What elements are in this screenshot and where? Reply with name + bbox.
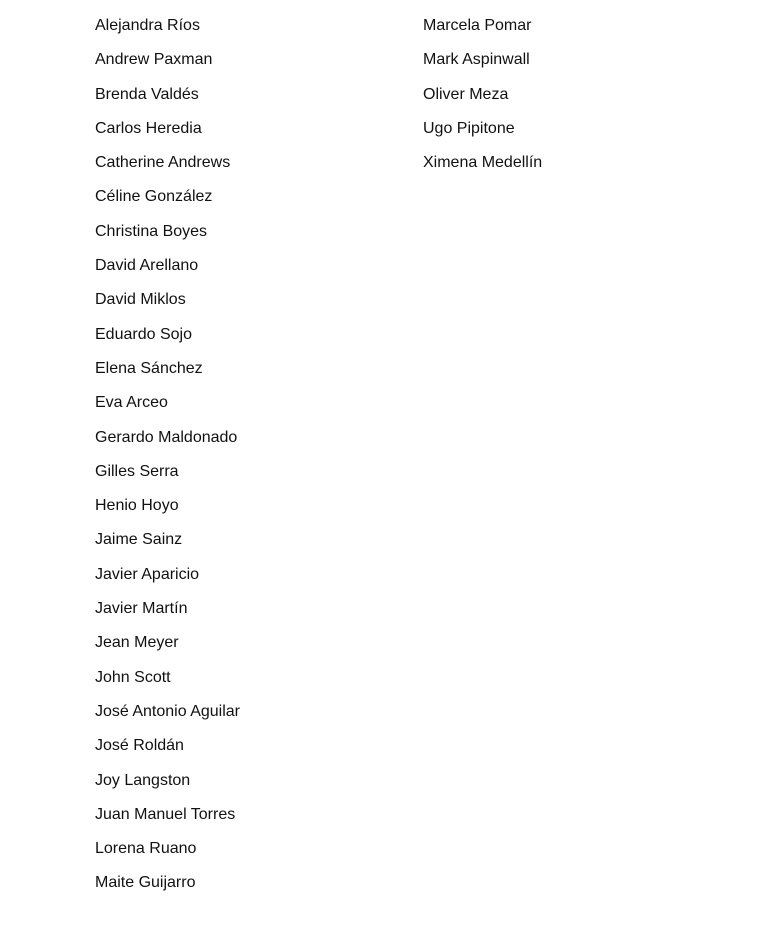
name-item: Jean Meyer [95, 634, 179, 652]
name-item: David Miklos [95, 291, 186, 309]
name-item: Carlos Heredia [95, 119, 202, 137]
name-item: Christina Boyes [95, 222, 208, 240]
name-item: Alejandra Ríos [95, 17, 200, 34]
name-list-left-column [95, 9, 240, 901]
name-item: Eva Arceo [95, 394, 168, 412]
name-item: José Roldán [95, 737, 184, 755]
name-item: Eduardo Sojo [95, 325, 192, 343]
name-item: John Scott [95, 668, 171, 686]
name-item: José Antonio Aguilar [95, 702, 240, 720]
name-item: Maite Guijarro [95, 874, 196, 892]
name-item: Juan Manuel Torres [95, 805, 236, 823]
name-item: Andrew Paxman [95, 51, 213, 69]
name-item: Catherine Andrews [95, 154, 231, 172]
name-item: Céline González [95, 188, 213, 206]
name-item: Jaime Sainz [95, 531, 183, 549]
name-item: Henio Hoyo [95, 497, 179, 515]
name-item: Javier Martín [95, 600, 188, 618]
name-item: Lorena Ruano [95, 840, 197, 858]
name-item: David Arellano [95, 257, 199, 275]
name-item: Brenda Valdés [95, 85, 199, 103]
name-item: Gerardo Maldonado [95, 428, 238, 446]
name-list-right-column [423, 9, 542, 180]
name-item: Marcela Pomar [423, 17, 532, 34]
name-item: Javier Aparicio [95, 565, 200, 583]
name-item: Ximena Medellín [423, 154, 543, 172]
name-item: Gilles Serra [95, 462, 179, 480]
name-item: Oliver Meza [423, 85, 509, 103]
name-item: Elena Sánchez [95, 359, 203, 377]
name-item: Ugo Pipitone [423, 119, 515, 137]
name-item: Joy Langston [95, 771, 191, 789]
name-item: Mark Aspinwall [423, 51, 530, 69]
